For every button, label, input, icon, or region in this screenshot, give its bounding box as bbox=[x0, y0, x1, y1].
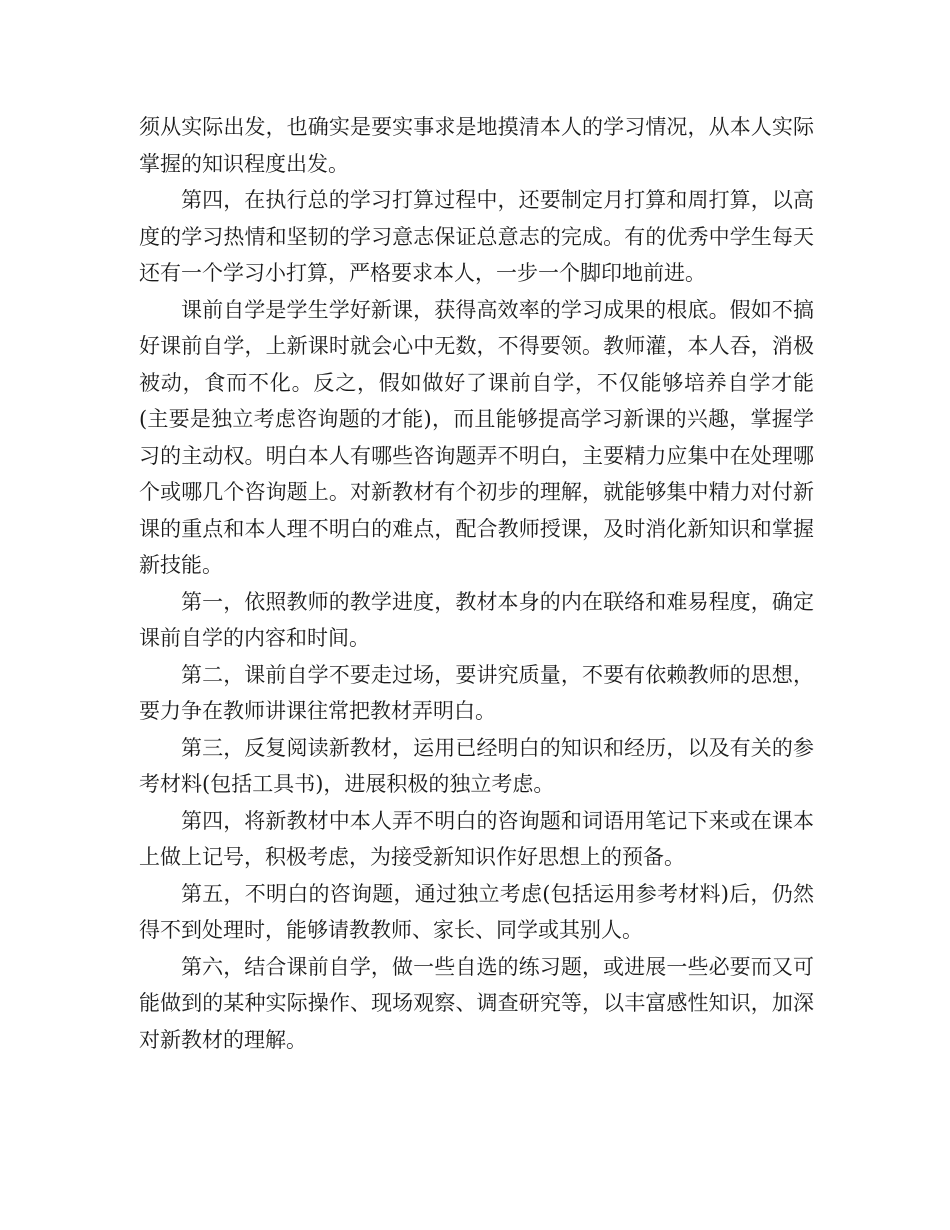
paragraph-step-two: 第二，课前自学不要走过场，要讲究质量，不要有依赖教师的思想，要力争在教师讲课往常把教材弄明白。 bbox=[139, 662, 814, 723]
document-body bbox=[139, 109, 814, 1058]
paragraph-step-five: 第五，不明白的咨询题，通过独立考虑(包括运用参考材料)后，仍然得不到处理时，能够请教教师、家长、同学或其别人。 bbox=[139, 881, 814, 942]
paragraph-step-four: 第四，将新教材中本人弄不明白的咨询题和词语用笔记下来或在课本上做上记号，积极考虑，为接受新知识作好思想上的预备。 bbox=[139, 808, 814, 869]
paragraph-step-one: 第一，依照教师的教学进度，教材本身的内在联络和难易程度，确定课前自学的内容和时间。 bbox=[139, 589, 814, 650]
paragraph-continuation: 须从实际出发，也确实是要实事求是地摸清本人的学习情况，从本人实际掌握的知识程度出发。 bbox=[139, 115, 814, 176]
paragraph-step-three: 第三，反复阅读新教材，运用已经明白的知识和经历，以及有关的参考材料(包括工具书)，进展积极的独立考虑。 bbox=[139, 735, 814, 796]
paragraph-preview-importance: 课前自学是学生学好新课，获得高效率的学习成果的根底。假如不搞好课前自学，上新课时就会心中无数，不得要领。教师灌，本人吞，消极被动，食而不化。反之，假如做好了课前自学，不仅能够培养自学才能(主要是独立考虑咨询题的才能)，而且能够提高学习新课的兴趣，掌握学习的主动权。明白本人有哪些咨询题弄不明白，主要精力应集中在处理哪个或哪几个咨询题上。对新教材有个初步的理解，就能够集中精力对付新课的重点和本人理不明白的难点，配合教师授课，及时消化新知识和掌握新技能。 bbox=[139, 297, 814, 577]
paragraph-step-six: 第六，结合课前自学，做一些自选的练习题，或进展一些必要而又可能做到的某种实际操作、现场观察、调查研究等，以丰富感性知识，加深对新教材的理解。 bbox=[139, 954, 814, 1052]
paragraph-monthly-weekly-plan: 第四，在执行总的学习打算过程中，还要制定月打算和周打算，以高度的学习热情和坚韧的学习意志保证总意志的完成。有的优秀中学生每天还有一个学习小打算，严格要求本人，一步一个脚印地前进。 bbox=[139, 188, 814, 285]
